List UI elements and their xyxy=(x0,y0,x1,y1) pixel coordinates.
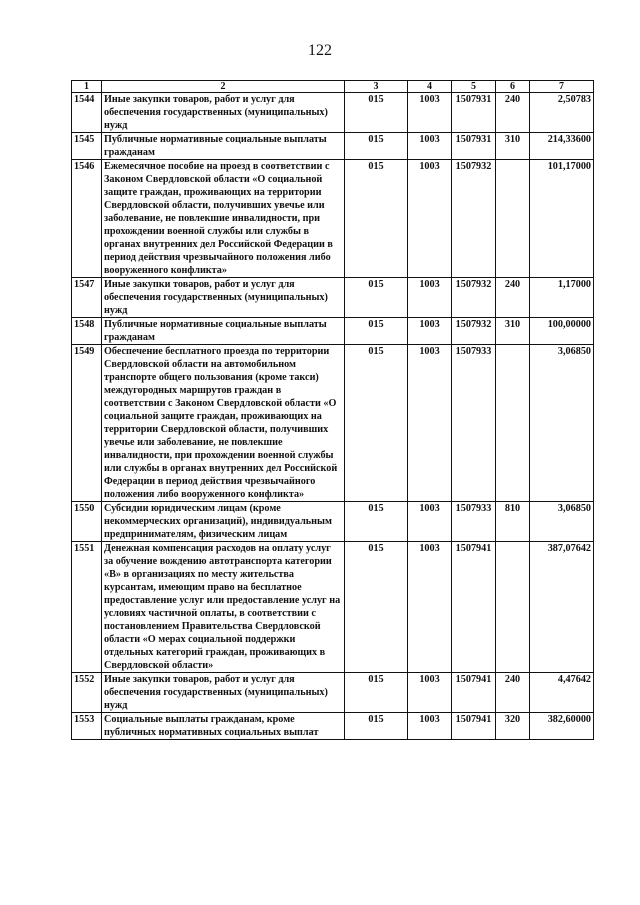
row-number: 1545 xyxy=(72,133,102,160)
row-code-6 xyxy=(496,542,530,673)
row-number: 1544 xyxy=(72,93,102,133)
row-code-4: 1003 xyxy=(408,673,452,713)
row-number: 1546 xyxy=(72,160,102,278)
row-number: 1553 xyxy=(72,713,102,740)
row-code-4: 1003 xyxy=(408,318,452,345)
row-code-6: 320 xyxy=(496,713,530,740)
row-code-4: 1003 xyxy=(408,542,452,673)
row-code-3: 015 xyxy=(345,160,408,278)
row-code-3: 015 xyxy=(345,542,408,673)
column-header-2: 2 xyxy=(102,81,345,93)
row-code-3: 015 xyxy=(345,318,408,345)
row-code-4: 1003 xyxy=(408,502,452,542)
row-code-3: 015 xyxy=(345,133,408,160)
row-sum: 100,00000 xyxy=(530,318,594,345)
row-number: 1549 xyxy=(72,345,102,502)
row-name: Иные закупки товаров, работ и услуг для обеспечения государственных (муниципальных) нужд xyxy=(102,673,345,713)
table-row xyxy=(72,318,594,345)
row-name: Публичные нормативные социальные выплаты гражданам xyxy=(102,133,345,160)
column-header-5: 5 xyxy=(452,81,496,93)
row-code-6: 240 xyxy=(496,673,530,713)
row-code-5: 1507933 xyxy=(452,345,496,502)
page-number: 122 xyxy=(308,42,332,59)
row-sum: 3,06850 xyxy=(530,502,594,542)
table-row xyxy=(72,133,594,160)
row-number: 1548 xyxy=(72,318,102,345)
row-code-4: 1003 xyxy=(408,713,452,740)
row-number: 1547 xyxy=(72,278,102,318)
row-sum: 1,17000 xyxy=(530,278,594,318)
row-code-3: 015 xyxy=(345,93,408,133)
row-code-5: 1507932 xyxy=(452,160,496,278)
row-name: Денежная компенсация расходов на оплату услуг за обучение вождению автотранспорта категории «В» в организациях по месту жительства курсантам, имеющим право на бесплатное предоставление услуг или предоставление услуг на условиях частичной оплаты, в соответствии с постановлением Правительства Свердловской области «О мерах социальной поддержки отдельных категорий граждан, проживающих в Свердловской области» xyxy=(102,542,345,673)
table-row xyxy=(72,673,594,713)
row-code-3: 015 xyxy=(345,502,408,542)
column-header-7: 7 xyxy=(530,81,594,93)
row-code-5: 1507932 xyxy=(452,318,496,345)
table-row xyxy=(72,278,594,318)
table-row xyxy=(72,160,594,278)
row-code-5: 1507932 xyxy=(452,278,496,318)
row-code-3: 015 xyxy=(345,673,408,713)
row-code-6 xyxy=(496,345,530,502)
column-header-1: 1 xyxy=(72,81,102,93)
row-number: 1550 xyxy=(72,502,102,542)
row-code-6: 810 xyxy=(496,502,530,542)
row-number: 1552 xyxy=(72,673,102,713)
row-sum: 101,17000 xyxy=(530,160,594,278)
row-name: Обеспечение бесплатного проезда по территории Свердловской области на автомобильном транспорте общего пользования (кроме такси) междугородных маршрутов граждан в соответствии с Законом Свердловской области «О социальной защите граждан, проживающих на территории Свердловской области, получивших увечье или заболевание, не повлекшие инвалидности, при прохождении военной службы или службы в органах внутренних дел Российской Федерации в период действия чрезвычайного положения либо вооруженного конфликта» xyxy=(102,345,345,502)
row-code-6: 310 xyxy=(496,318,530,345)
row-code-5: 1507933 xyxy=(452,502,496,542)
row-code-5: 1507941 xyxy=(452,673,496,713)
row-code-3: 015 xyxy=(345,713,408,740)
table-row xyxy=(72,93,594,133)
row-name: Социальные выплаты гражданам, кроме публичных нормативных социальных выплат xyxy=(102,713,345,740)
column-header-4: 4 xyxy=(408,81,452,93)
row-sum: 214,33600 xyxy=(530,133,594,160)
table-row xyxy=(72,502,594,542)
row-number: 1551 xyxy=(72,542,102,673)
column-header-6: 6 xyxy=(496,81,530,93)
table-row xyxy=(72,345,594,502)
row-code-4: 1003 xyxy=(408,345,452,502)
row-code-4: 1003 xyxy=(408,160,452,278)
row-code-5: 1507941 xyxy=(452,542,496,673)
row-code-6: 310 xyxy=(496,133,530,160)
column-header-3: 3 xyxy=(345,81,408,93)
row-code-4: 1003 xyxy=(408,133,452,160)
row-name: Иные закупки товаров, работ и услуг для обеспечения государственных (муниципальных) нужд xyxy=(102,93,345,133)
row-code-4: 1003 xyxy=(408,93,452,133)
table-row xyxy=(72,713,594,740)
row-code-3: 015 xyxy=(345,278,408,318)
row-code-3: 015 xyxy=(345,345,408,502)
row-code-4: 1003 xyxy=(408,278,452,318)
row-code-6 xyxy=(496,160,530,278)
row-sum: 382,60000 xyxy=(530,713,594,740)
row-code-6: 240 xyxy=(496,93,530,133)
row-sum: 4,47642 xyxy=(530,673,594,713)
row-sum: 3,06850 xyxy=(530,345,594,502)
row-code-5: 1507931 xyxy=(452,93,496,133)
row-name: Субсидии юридическим лицам (кроме некоммерческих организаций), индивидуальным предпринимателям, физическим лицам xyxy=(102,502,345,542)
row-name: Иные закупки товаров, работ и услуг для обеспечения государственных (муниципальных) нужд xyxy=(102,278,345,318)
row-name: Публичные нормативные социальные выплаты гражданам xyxy=(102,318,345,345)
row-sum: 2,50783 xyxy=(530,93,594,133)
row-sum: 387,07642 xyxy=(530,542,594,673)
row-code-5: 1507941 xyxy=(452,713,496,740)
row-name: Ежемесячное пособие на проезд в соответствии с Законом Свердловской области «О социальной защите граждан, проживающих на территории Свердловской области, получивших увечье или заболевание, не повлекшие инвалидности, при прохождении военной службы или службы в органах внутренних дел Российской Федерации в период действия чрезвычайного положения либо вооруженного конфликта» xyxy=(102,160,345,278)
table-row xyxy=(72,542,594,673)
row-code-6: 240 xyxy=(496,278,530,318)
row-code-5: 1507931 xyxy=(452,133,496,160)
header-row xyxy=(72,81,594,93)
budget-table xyxy=(71,80,594,740)
